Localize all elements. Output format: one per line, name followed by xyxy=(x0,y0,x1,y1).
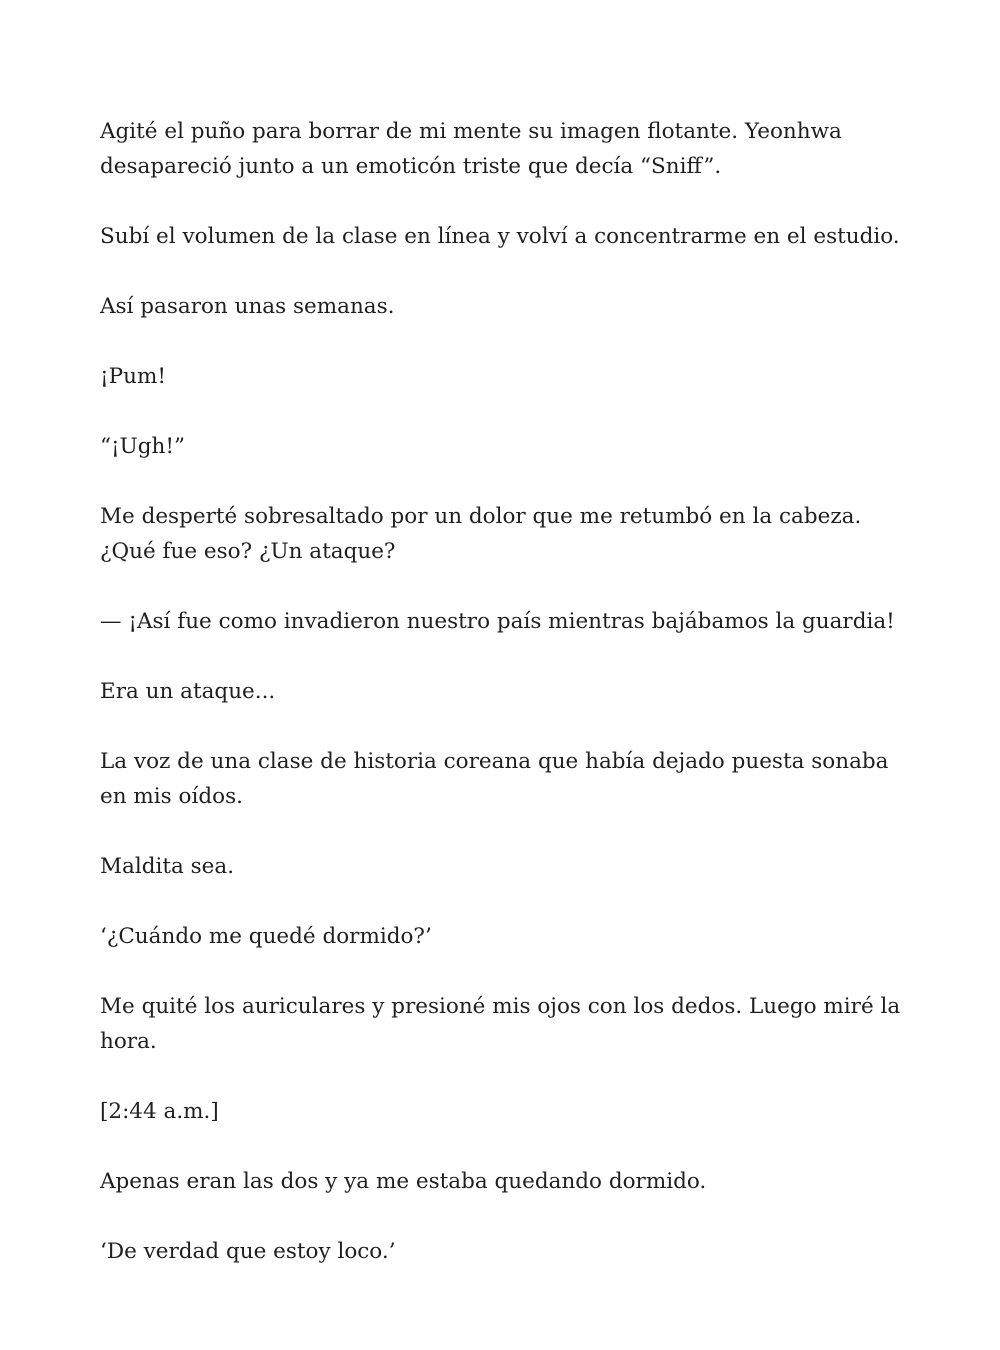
paragraph-10: Maldita sea. xyxy=(100,854,235,879)
paragraph-1: Agité el puño para borrar de mi mente su imagen flotante. Yeonhwa desapareció junto a un emoticón triste que decía “Sniff”. xyxy=(100,119,842,179)
paragraph-13: [2:44 a.m.] xyxy=(100,1099,219,1124)
paragraph-7: — ¡Así fue como invadieron nuestro país mientras bajábamos la guardia! xyxy=(100,609,895,634)
paragraph-8: Era un ataque... xyxy=(100,679,276,704)
paragraph-11: ‘¿Cuándo me quedé dormido?’ xyxy=(100,924,432,949)
paragraph-15: ‘De verdad que estoy loco.’ xyxy=(100,1239,396,1264)
paragraph-6: Me desperté sobresaltado por un dolor que me retumbó en la cabeza. ¿Qué fue eso? ¿Un ataque? xyxy=(100,504,862,564)
paragraph-14: Apenas eran las dos y ya me estaba quedando dormido. xyxy=(100,1169,707,1194)
paragraph-9: La voz de una clase de historia coreana que había dejado puesta sonaba en mis oídos. xyxy=(100,749,889,809)
paragraph-12: Me quité los auriculares y presioné mis ojos con los dedos. Luego miré la hora. xyxy=(100,994,901,1054)
document-page xyxy=(100,114,910,1304)
paragraph-4: ¡Pum! xyxy=(100,364,166,389)
paragraph-2: Subí el volumen de la clase en línea y volví a concentrarme en el estudio. xyxy=(100,224,900,249)
paragraph-5: “¡Ugh!” xyxy=(100,434,185,459)
paragraph-3: Así pasaron unas semanas. xyxy=(100,294,395,319)
